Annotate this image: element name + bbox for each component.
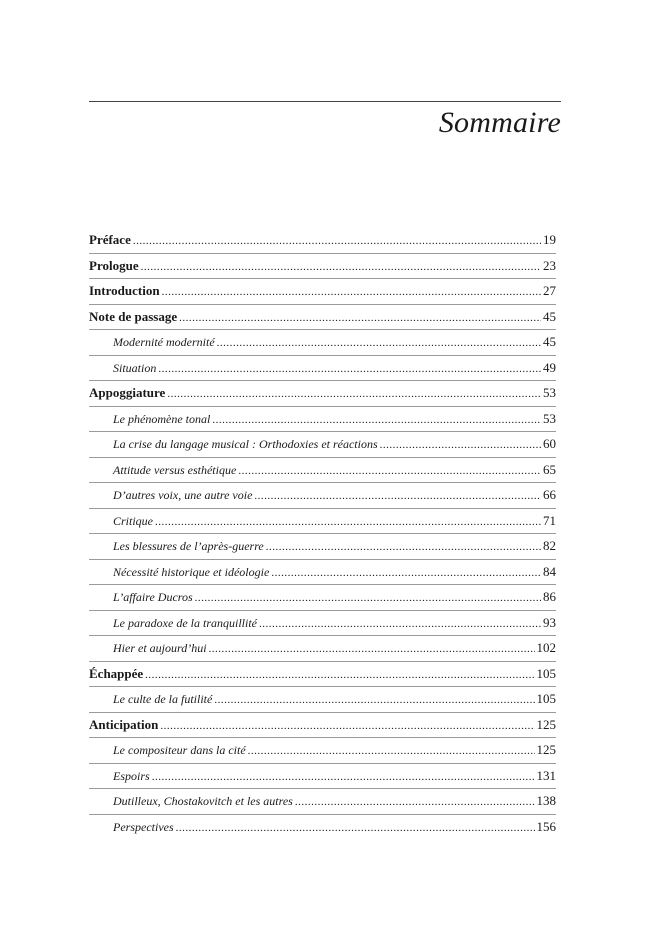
toc-entry-page-number: 82 (543, 538, 556, 553)
dot-leader (160, 714, 534, 739)
dot-leader (238, 459, 541, 484)
dot-leader (155, 510, 541, 535)
toc-section-entry[interactable] (89, 509, 556, 534)
toc-entry-label: Le culte de la futilité (113, 692, 213, 706)
toc-entry-label: L’affaire Ducros (113, 590, 193, 604)
toc-section-entry[interactable] (89, 585, 556, 610)
toc-entry-label: Appoggiature (89, 385, 166, 400)
toc-section-entry[interactable] (89, 738, 556, 763)
toc-entry-label: Critique (113, 513, 154, 528)
toc-section-entry[interactable] (89, 407, 556, 432)
toc-section-entry[interactable] (89, 330, 556, 355)
toc-entry-label: Note de passage (89, 308, 178, 324)
dot-leader (145, 663, 534, 688)
toc-entry-label: Attitude versus esthétique (113, 462, 237, 477)
toc-section-entry[interactable] (89, 483, 556, 508)
toc-entry-label: Hier et aujourd’hui (113, 641, 207, 655)
toc-chapter-entry[interactable] (89, 254, 556, 279)
toc-section-entry[interactable] (89, 636, 556, 661)
dot-leader (295, 790, 535, 815)
toc-entry-page-number: 23 (543, 257, 556, 273)
toc-section-entry[interactable] (89, 534, 556, 559)
dot-leader (254, 484, 541, 509)
toc-entry-label: Le phénomène tonal (113, 411, 211, 426)
toc-entry-label: D’autres voix, une autre voie (113, 488, 253, 502)
toc-entry-page-number: 53 (543, 385, 556, 400)
toc-section-entry[interactable] (89, 687, 556, 712)
toc-entry-page-number: 65 (543, 461, 556, 477)
page-title: Sommaire (438, 106, 561, 139)
toc-entry-label: Modernité modernité (113, 335, 215, 349)
dot-leader (380, 433, 541, 458)
toc-entry-page-number: 27 (543, 283, 556, 298)
dot-leader (133, 229, 541, 254)
toc-chapter-entry[interactable] (89, 305, 556, 330)
toc-entry-label: Dutilleux, Chostakovitch et les autres (113, 794, 293, 808)
dot-leader (176, 816, 535, 841)
dot-leader (195, 586, 541, 611)
toc-entry-label: Les blessures de l’après-guerre (113, 539, 264, 553)
toc-section-entry[interactable] (89, 560, 556, 585)
toc-section-entry[interactable] (89, 432, 556, 457)
dot-leader (158, 357, 541, 382)
toc-entry-page-number: 49 (543, 359, 556, 375)
toc-entry-page-number: 53 (543, 410, 556, 426)
toc-section-entry[interactable] (89, 815, 556, 840)
toc-entry-label: Situation (113, 360, 157, 375)
dot-leader (167, 382, 541, 407)
dot-leader (217, 331, 541, 356)
dot-leader (162, 280, 541, 305)
table-of-contents (89, 228, 556, 839)
toc-chapter-entry[interactable] (89, 662, 556, 687)
dot-leader (212, 408, 541, 433)
toc-entry-label: La crise du langage musical : Orthodoxies et réactions (113, 437, 378, 451)
top-rule (89, 101, 561, 102)
toc-chapter-entry[interactable] (89, 279, 556, 304)
toc-section-entry[interactable] (89, 458, 556, 483)
dot-leader (259, 612, 541, 637)
toc-entry-page-number: 125 (536, 742, 556, 757)
toc-entry-page-number: 45 (543, 308, 556, 324)
toc-entry-label: Préface (89, 232, 131, 247)
toc-chapter-entry[interactable] (89, 228, 556, 253)
toc-entry-page-number: 131 (536, 767, 556, 783)
toc-entry-label: Nécessité historique et idéologie (113, 564, 270, 579)
toc-entry-label: Le paradoxe de la tranquillité (113, 615, 257, 630)
toc-entry-label: Anticipation (89, 716, 159, 732)
toc-entry-label: Prologue (89, 257, 139, 273)
toc-entry-page-number: 86 (543, 589, 556, 604)
toc-entry-page-number: 138 (536, 793, 556, 808)
toc-entry-page-number: 125 (536, 716, 556, 732)
toc-entry-page-number: 105 (536, 665, 556, 681)
toc-chapter-entry[interactable] (89, 381, 556, 406)
toc-chapter-entry[interactable] (89, 713, 556, 738)
toc-entry-page-number: 60 (543, 436, 556, 451)
toc-entry-label: Le compositeur dans la cité (113, 743, 246, 757)
dot-leader (152, 765, 535, 790)
dot-leader (266, 535, 541, 560)
dot-leader (141, 255, 541, 280)
toc-section-entry[interactable] (89, 611, 556, 636)
toc-entry-page-number: 66 (543, 487, 556, 502)
toc-section-entry[interactable] (89, 764, 556, 789)
toc-entry-label: Perspectives (113, 819, 174, 834)
dot-leader (271, 561, 541, 586)
toc-entry-page-number: 102 (536, 640, 556, 655)
toc-entry-page-number: 156 (536, 818, 556, 834)
toc-entry-page-number: 84 (543, 563, 556, 579)
dot-leader (209, 637, 535, 662)
dot-leader (214, 688, 534, 713)
toc-entry-label: Échappée (89, 665, 144, 681)
dot-leader (179, 306, 541, 331)
toc-entry-label: Espoirs (113, 768, 150, 783)
toc-entry-label: Introduction (89, 283, 160, 298)
toc-entry-page-number: 105 (536, 691, 556, 706)
toc-section-entry[interactable] (89, 789, 556, 814)
toc-entry-page-number: 45 (543, 334, 556, 349)
toc-entry-page-number: 93 (543, 614, 556, 630)
dot-leader (248, 739, 535, 764)
toc-section-entry[interactable] (89, 356, 556, 381)
toc-entry-page-number: 71 (543, 512, 556, 528)
toc-entry-page-number: 19 (543, 232, 556, 247)
